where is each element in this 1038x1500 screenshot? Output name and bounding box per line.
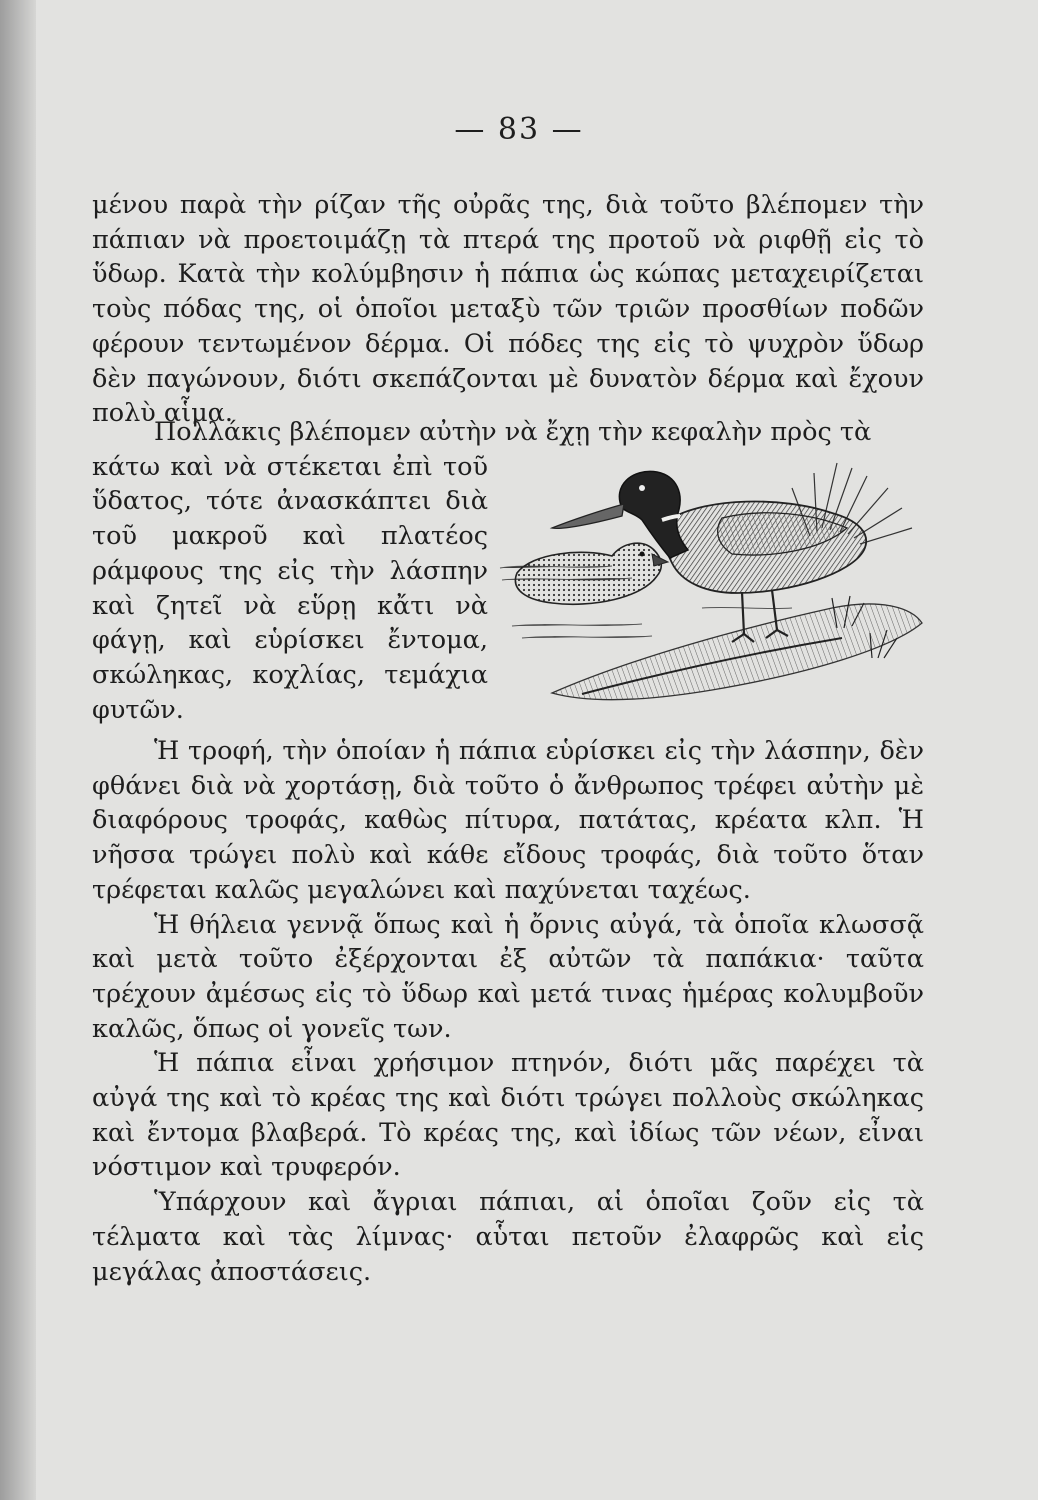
paragraph-wrapped-body: κάτω καὶ νὰ στέκεται ἐπὶ τοῦ ὕδατος, τότε ἀνασκάπτει διὰ τοῦ μακροῦ καὶ πλατέος ράμφους της εἰς τὴν λάσπην καὶ ζητεῖ νὰ εὕρῃ κἄτι νὰ φάγῃ, καὶ εὑρίσκει ἔντομα, σκώληκας, κοχλίας, τεμάχια φυτῶν. bbox=[92, 451, 488, 725]
paragraph-wild-ducks: Ὑπάρχουν καὶ ἄγριαι πάπιαι, αἱ ὁποῖαι ζοῦν εἰς τὰ τέλματα καὶ τὰς λίμνας· αὗται πετοῦν ἐλαφρῶς καὶ εἰς μεγάλας ἀποστάσεις. bbox=[92, 1187, 924, 1287]
duck-engraving-icon bbox=[492, 458, 926, 710]
page-gutter-shadow bbox=[0, 0, 36, 1500]
paragraph-useful: Ἡ πάπια εἶναι χρήσιμον πτηνόν, διότι μᾶς παρέχει τὰ αὐγά της καὶ τὸ κρέας της καὶ διότι τρώγει πολλοὺς σκώληκας καὶ ἔντομα βλαβερά. Τὸ κρέας της, καὶ ἰδίως τῶν νέων, εἶναι νόστιμον καὶ τρυφερόν. bbox=[92, 1048, 924, 1183]
paragraph-food: Ἡ τροφή, τὴν ὁποίαν ἡ πάπια εὑρίσκει εἰς τὴν λάσπην, δὲν φθάνει διὰ νὰ χορτάσῃ, διὰ τοῦτο ὁ ἄνθρωπος τρέφει αὐτὴν μὲ διαφόρους τροφάς, καθὼς πίτυρα, πατάτας, κρέατα κλπ. Ἡ νῆσσα τρώγει πολὺ καὶ κάθε εἴδους τροφάς, διὰ τοῦτο ὅταν τρέφεται καλῶς μεγαλώνει καὶ παχύνεται ταχέως. bbox=[92, 736, 924, 905]
paragraph-continuation: μένου παρὰ τὴν ρίζαν τῆς οὐρᾶς της, διὰ τοῦτο βλέπομεν τὴν πάπιαν νὰ προετοιμάζῃ τὰ πτερά της προτοῦ νὰ ριφθῇ εἰς τὸ ὕδωρ. Κατὰ τὴν κολύμβησιν ἡ πάπια ὡς κώπας μεταχειρίζεται τοὺς πόδας της, οἱ ὁποῖοι μεταξὺ τῶν τριῶν προσθίων ποδῶν φέρουν τεντωμένον δέρμα. Οἱ πόδες της εἰς τὸ ψυχρὸν ὕδωρ δὲν παγώνουν, διότι σκεπάζονται μὲ δυνατὸν δέρμα καὶ ἔχουν πολὺ αἷμα. bbox=[92, 190, 924, 429]
paragraph-first-line: Πολλάκις βλέπομεν αὐτὴν νὰ ἔχῃ τὴν κεφαλὴν πρὸς τὰ bbox=[154, 417, 872, 447]
page-number: — 83 — bbox=[454, 112, 584, 147]
text-block-top bbox=[92, 188, 924, 431]
paragraph-eggs: Ἡ θήλεια γεννᾷ ὅπως καὶ ἡ ὄρνις αὐγά, τὰ ὁποῖα κλωσσᾷ καὶ μετὰ τοῦτο ἐξέρχονται ἐξ αὐτῶν τὰ παπάκια· ταῦτα τρέχουν ἀμέσως εἰς τὸ ὕδωρ καὶ μετά τινας ἡμέρας κολυμβοῦν καλῶς, ὅπως οἱ γονεῖς των. bbox=[92, 909, 924, 1044]
text-block-bottom bbox=[92, 734, 924, 1289]
